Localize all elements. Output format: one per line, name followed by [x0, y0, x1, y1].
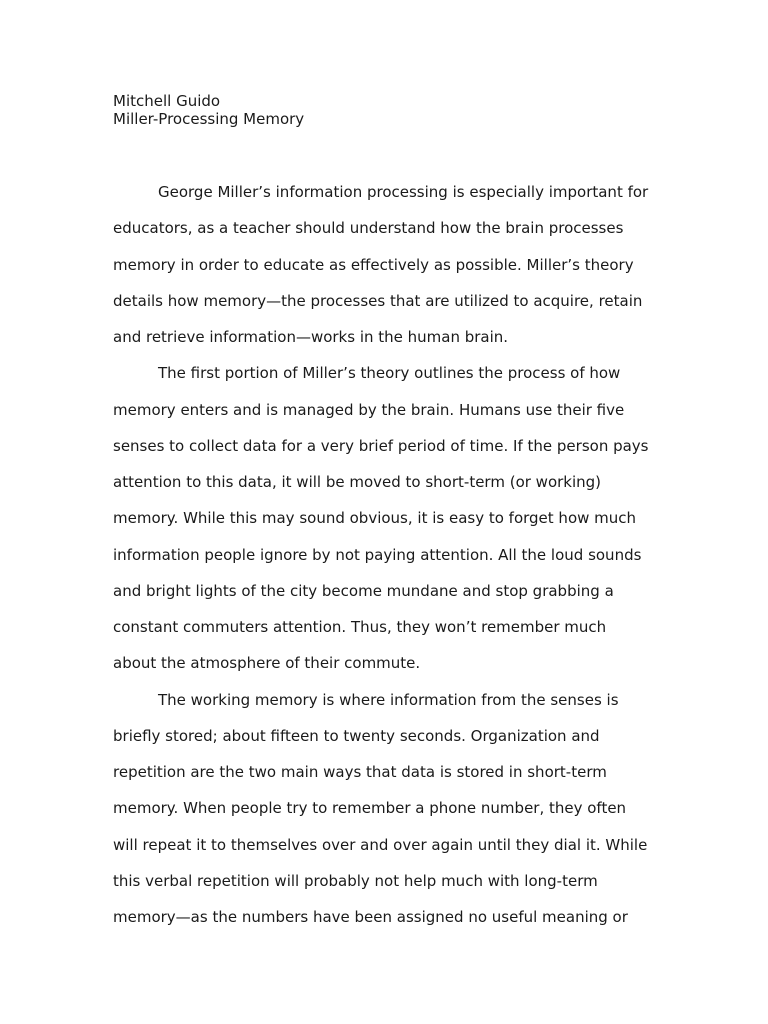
paragraph-3-line-2: briefly stored; about fifteen to twenty seconds. Organization and [113, 726, 600, 745]
paragraph-1-line-1: George Miller’s information processing is especially important for [158, 183, 649, 201]
paragraph-3-line-5: will repeat it to themselves over and over again until they dial it. While [113, 835, 648, 854]
paragraph-2-line-4: attention to this data, it will be moved to short-term (or working) [113, 473, 602, 491]
document-body [113, 174, 673, 935]
paragraph-2-line-6: information people ignore by not paying attention. All the loud sounds [113, 545, 642, 564]
paragraph-1-line-4: details how memory—the processes that are utilized to acquire, retain [113, 291, 643, 310]
paragraph-2-line-3: senses to collect data for a very brief period of time. If the person pays [113, 436, 649, 455]
paragraph-2-line-7: and bright lights of the city become mundane and stop grabbing a [113, 581, 614, 600]
paragraph-2-line-2: memory enters and is managed by the brain. Humans use their five [113, 400, 625, 419]
document-header [113, 92, 304, 128]
paragraph-3-line-6: this verbal repetition will probably not help much with long-term [113, 871, 598, 890]
paragraph-3-line-1: The working memory is where information from the senses is [158, 690, 619, 709]
paragraph-3-line-7: memory—as the numbers have been assigned no useful meaning or [113, 908, 628, 926]
paragraph-3-line-3: repetition are the two main ways that data is stored in short-term [113, 763, 607, 781]
paragraph-1-line-2: educators, as a teacher should understand how the brain processes [113, 219, 624, 238]
paragraph-1-line-3: memory in order to educate as effectively as possible. Miller’s theory [113, 255, 634, 274]
paragraph-2-line-1: The first portion of Miller’s theory outlines the process of how [158, 364, 621, 383]
paragraph-2-line-5: memory. While this may sound obvious, it is easy to forget how much [113, 509, 637, 528]
paragraph-2-line-9: about the atmosphere of their commute. [113, 654, 421, 673]
author-name: Mitchell Guido [113, 92, 221, 110]
document-title: Miller-Processing Memory [113, 110, 305, 128]
paragraph-1-line-5: and retrieve information—works in the human brain. [113, 328, 509, 346]
paragraph-3-line-4: memory. When people try to remember a phone number, they often [113, 799, 627, 818]
paragraph-2-line-8: constant commuters attention. Thus, they won’t remember much [113, 618, 607, 636]
